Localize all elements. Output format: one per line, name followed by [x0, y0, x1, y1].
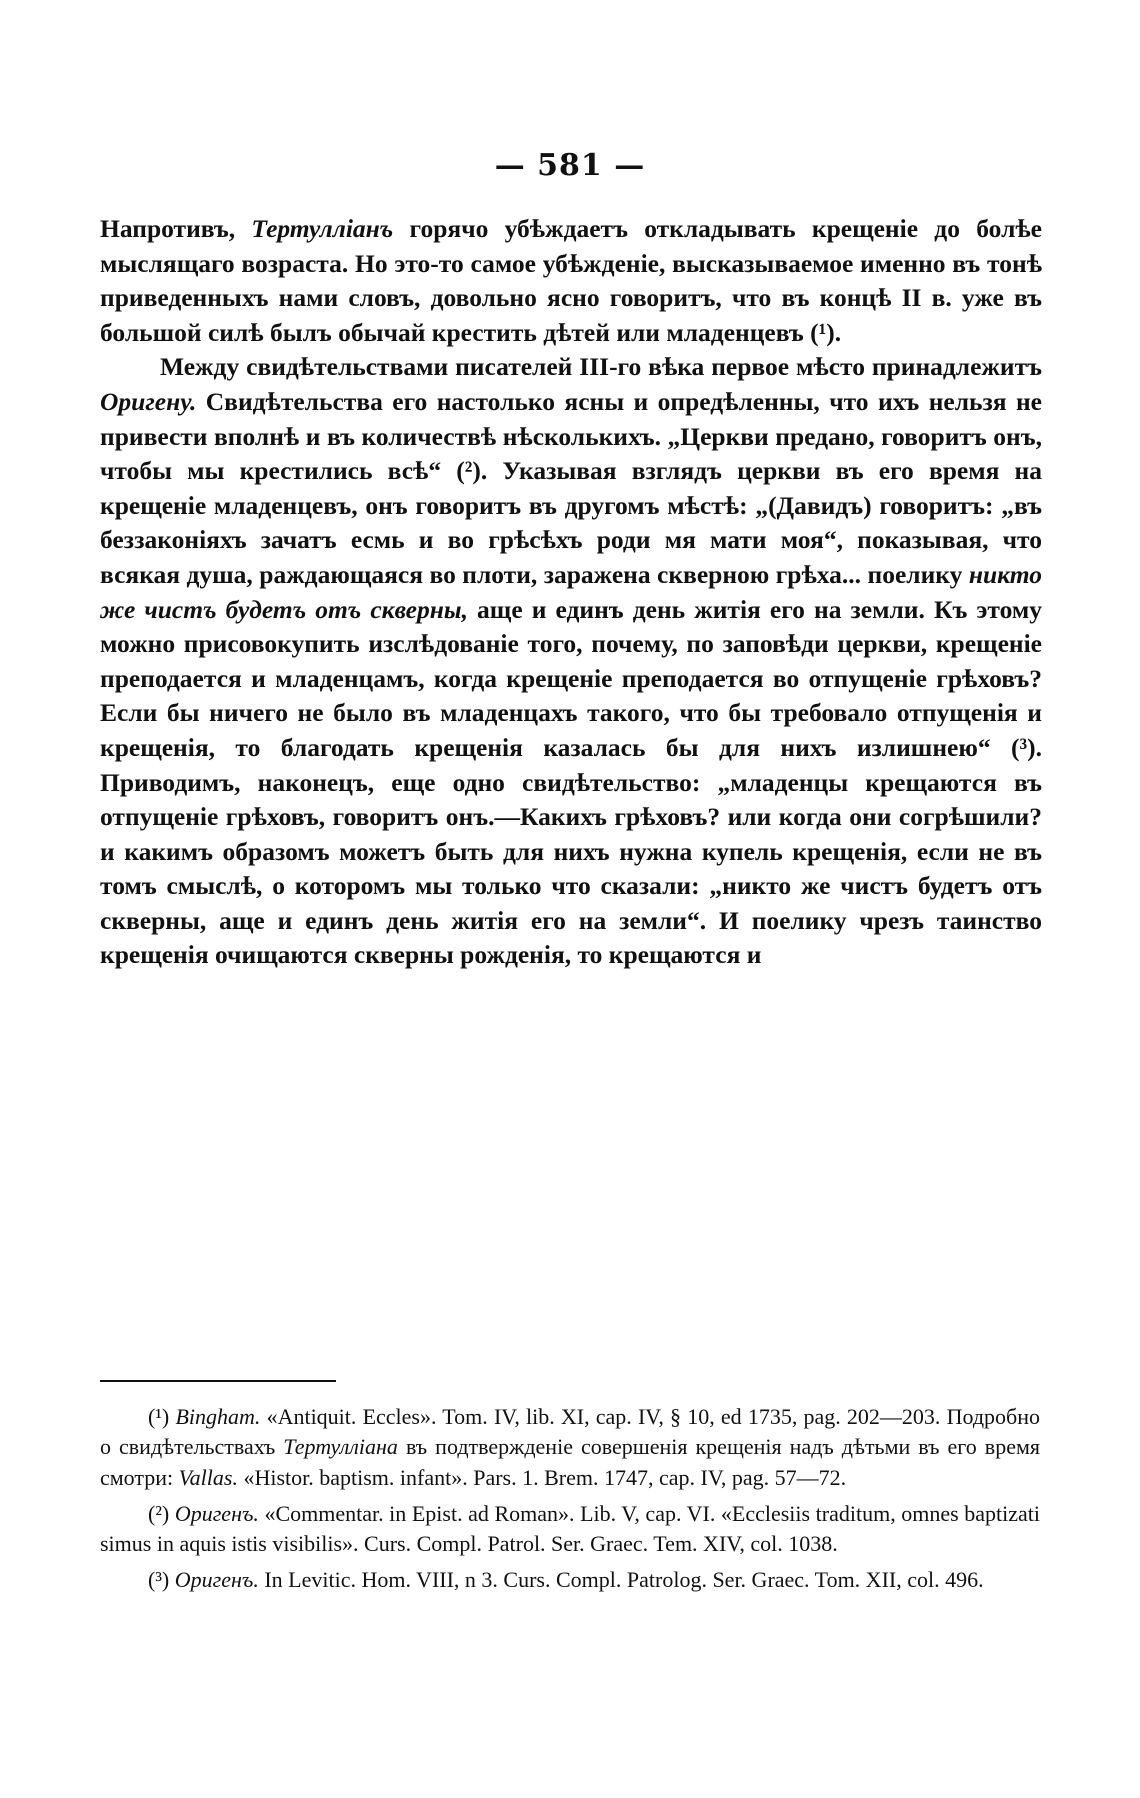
italic-text: Vallas.	[178, 1464, 238, 1490]
main-text	[100, 212, 1042, 973]
text-run: Между свидѣтельствами писателей III-го вѣка первое мѣсто принадлежитъ	[160, 352, 1042, 382]
italic-text: Оригенъ.	[174, 1567, 259, 1593]
footnotes	[100, 1402, 1040, 1602]
italic-text: Оригенъ.	[174, 1500, 259, 1526]
text-run: Свидѣтельства его настолько ясны и опредѣленны, что ихъ нельзя не привести вполнѣ и въ количествѣ нѣсколькихъ. „Церкви предано, говоритъ онъ, чтобы мы крестились всѣ“ (²). Указывая взглядъ церкви въ его время на крещеніе младенцевъ, онъ говоритъ въ другомъ мѣстѣ: „(Давидъ) говоритъ: „въ беззаконіяхъ зачатъ есмь и во грѣсѣхъ роди мя мати моя“, показывая, что всякая душа, раждающаяся во плоти, заражена скверною грѣха... поелику	[100, 386, 1042, 589]
italic-text: никто же чистъ будетъ отъ скверны,	[100, 559, 1042, 624]
footnote-marker: (³)	[148, 1567, 170, 1593]
text-run: «Antiquit. Eccles». Tom. IV, lib. XI, cap. IV, § 10, ed 1735, pag. 202—203. Подробно о свидѣтельствахъ	[100, 1404, 1041, 1460]
footnote-divider	[100, 1380, 336, 1382]
text-run: въ подтвержденіе совершенія крещенія надъ дѣтьми въ его время смотри:	[100, 1434, 1040, 1490]
footnote-marker: (²)	[148, 1500, 170, 1526]
footnote-marker: (¹)	[148, 1404, 170, 1429]
text-run: Напротивъ,	[100, 214, 252, 243]
text-run: «Histor. baptism. infant». Pars. 1. Brem. 1747, cap. IV, pag. 57—72.	[237, 1464, 847, 1490]
italic-text: Тертулліанъ	[251, 214, 394, 243]
italic-text: Оригену.	[100, 386, 197, 416]
paragraph	[100, 212, 1042, 350]
text-run: горячо убѣждаетъ откладывать крещеніе до болѣе мыслящаго возраста. Но это-то самое убѣжденіе, высказываемое именно въ тонѣ приведенныхъ нами словъ, довольно ясно говоритъ, что въ концѣ II в. уже въ большой силѣ былъ обычай крестить дѣтей или младенцевъ (¹).	[100, 214, 1042, 347]
italic-text: Тертулліана	[283, 1434, 398, 1460]
footnote	[100, 1499, 1040, 1560]
paragraph	[100, 350, 1042, 973]
page-number: — 581 —	[494, 148, 646, 183]
text-run: аще и единъ день житія его на земли. Къ этому можно присовокупить изслѣдованіе того, почему, по заповѣди церкви, крещеніе преподается и младенцамъ, когда крещеніе преподается во отпущеніе грѣховъ? Если бы ничего не было въ младенцахъ такого, что бы требовало отпущенія и крещенія, то благодать крещенія казалась бы для нихъ излишнею“ (³). Приводимъ, наконецъ, еще одно свидѣтельство: „младенцы крещаются въ отпущеніе грѣховъ, говоритъ онъ.—Какихъ грѣховъ? или когда они согрѣшили? и какимъ образомъ можетъ быть для нихъ нужна купель крещенія, если не въ томъ смыслѣ, о которомъ мы только что сказали: „никто же чистъ будетъ отъ скверны, аще и единъ день житія его на земли“. И поелику чрезъ таинство крещенія очищаются скверны рожденія, то крещаются и	[100, 594, 1043, 970]
footnote	[100, 1565, 1040, 1595]
italic-text: Bingham.	[175, 1404, 261, 1429]
text-run: «Commentar. in Epist. ad Roman». Lib. V, cap. VI. «Ecclesiis traditum, omnes baptizati simus in aquis istis visibilis». Curs. Compl. Patrol. Ser. Graec. Tem. XIV, col. 1038.	[100, 1500, 1041, 1557]
footnote	[100, 1402, 1040, 1493]
text-run: In Levitic. Hom. VIII, n 3. Curs. Compl. Patrolog. Ser. Graec. Tom. XII, col. 496.	[258, 1567, 984, 1593]
